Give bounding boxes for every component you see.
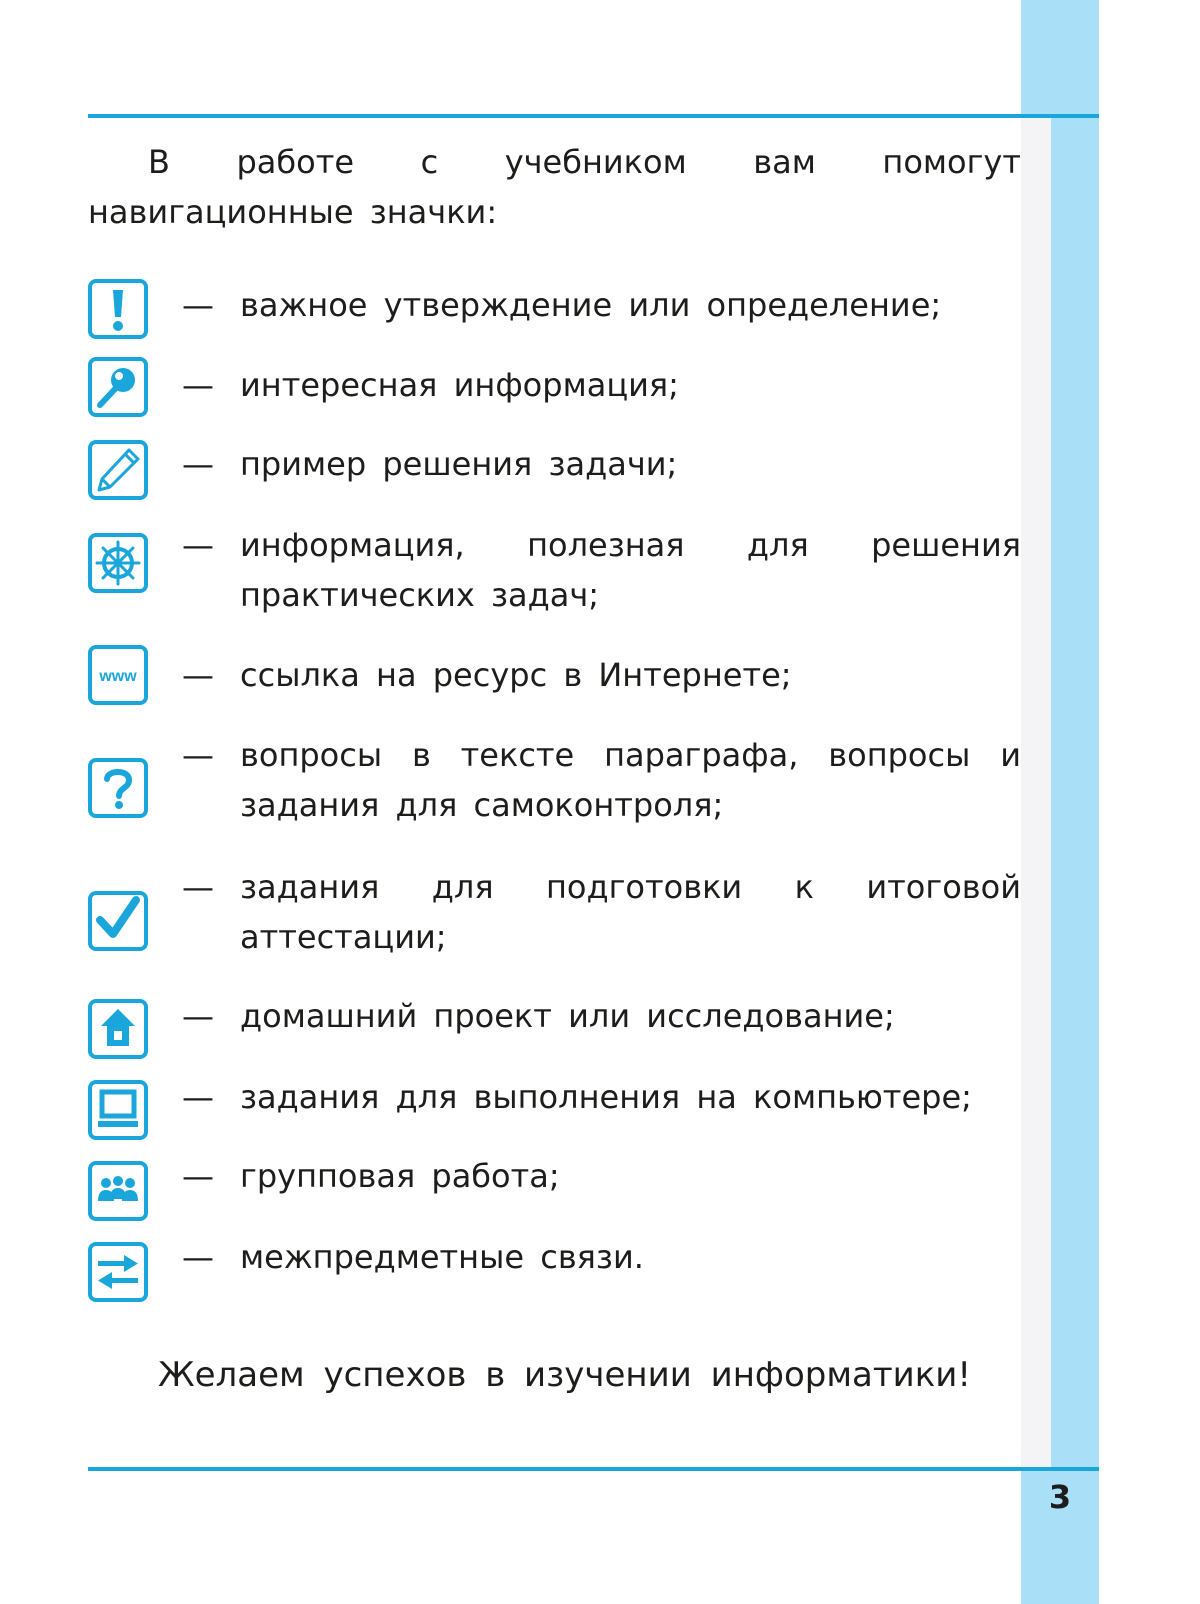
group-icon — [88, 1161, 148, 1221]
ship-wheel-icon — [88, 533, 148, 593]
computer-icon — [88, 1080, 148, 1140]
legend-text: ссылка на ресурс в Интернете; — [240, 656, 792, 694]
bottom-rule — [88, 1467, 1099, 1471]
legend-text: вопросы в тексте параграфа, вопросы и задания для самоконтроля; — [240, 736, 1021, 824]
page-number: 3 — [1048, 1478, 1072, 1516]
legend-dash: — — [182, 526, 214, 564]
legend-text: задания для выполнения на компьютере; — [240, 1078, 972, 1116]
www-icon — [88, 645, 148, 705]
intro-paragraph: В работе с учебником вам помогут навигационные значки: — [88, 143, 1021, 231]
magnifier-icon — [88, 357, 148, 417]
legend-dash: — — [182, 736, 214, 774]
legend-dash: — — [182, 1078, 214, 1116]
question-icon — [88, 758, 148, 818]
legend-text: интересная информация; — [240, 366, 679, 404]
legend-dash: — — [182, 445, 214, 483]
legend-dash: — — [182, 286, 214, 324]
checkmark-icon — [88, 891, 148, 951]
top-rule — [88, 114, 1099, 118]
legend-text: домашний проект или исследование; — [240, 997, 895, 1035]
legend-dash: — — [182, 656, 214, 694]
svg-text:www: www — [99, 668, 137, 685]
house-icon — [88, 999, 148, 1059]
legend-dash: — — [182, 868, 214, 906]
legend-text: важное утверждение или определение; — [240, 286, 942, 324]
text-panel-edge — [1021, 118, 1051, 1471]
legend-dash: — — [182, 1157, 214, 1195]
exclamation-icon — [88, 279, 148, 339]
legend-dash: — — [182, 366, 214, 404]
arrows-icon — [88, 1242, 148, 1302]
legend-text: групповая работа; — [240, 1157, 560, 1195]
closing-line: Желаем успехов в изучении информатики! — [158, 1355, 972, 1395]
legend-text: межпредметные связи. — [240, 1238, 644, 1276]
pencil-icon — [88, 440, 148, 500]
legend-text: пример решения задачи; — [240, 445, 678, 483]
legend-text: информация, полезная для решения практических задач; — [240, 526, 1021, 614]
legend-dash: — — [182, 1238, 214, 1276]
legend-dash: — — [182, 997, 214, 1035]
legend-text: задания для подготовки к итоговой аттестации; — [240, 868, 1021, 956]
